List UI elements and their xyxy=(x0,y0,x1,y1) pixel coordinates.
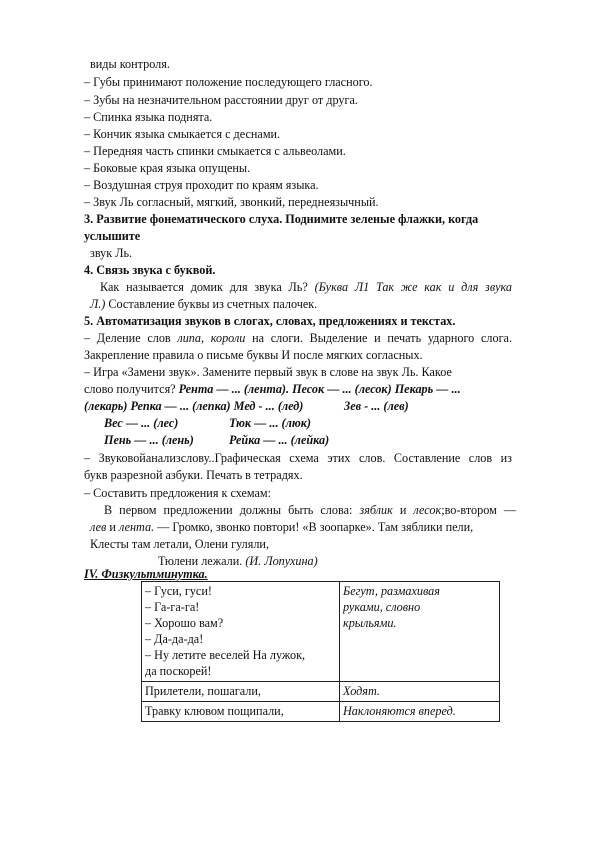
text: на слоги. Выделение и печать ударного слога. xyxy=(252,331,513,345)
cell-line: Бегут, размахивая xyxy=(343,584,440,598)
paragraph-line: – Игра «Замени звук». Замените первый звук в слове на звук Ль. Какое xyxy=(84,365,452,379)
section-title: Развитие фонематического слуха. Поднимите зеленые флажки, когда xyxy=(96,212,479,226)
poem-line xyxy=(158,554,318,568)
paragraph-line: Закрепление правила о письме буквы И после мягких согласных. xyxy=(84,348,423,362)
paragraph-line xyxy=(84,331,512,345)
list-item: – Воздушная струя проходит по краям языка. xyxy=(84,178,319,192)
section-title: Автоматизация звуков в слогах, словах, предложениях и текстах. xyxy=(96,314,456,328)
list-item: – Передняя часть спинки смыкается с альвеолами. xyxy=(84,144,346,158)
list-item: – Губы принимают положение последующего гласного. xyxy=(84,75,373,89)
table-cell-text: Травку клювом пощипали, xyxy=(142,702,340,722)
paragraph-line xyxy=(84,382,461,396)
paragraph-line xyxy=(100,280,512,294)
section-heading-fizkult: IV. Физкультминутка. xyxy=(84,567,208,581)
cell-line: да поскорей! xyxy=(145,664,212,678)
text: В первом предложении должны быть слова: xyxy=(104,503,353,517)
section-title: Связь звука с буквой. xyxy=(96,263,216,277)
section-number: 5. xyxy=(84,314,94,328)
word-pair: Зев - ... (лев) xyxy=(344,399,409,413)
paragraph-line: букв разрезной азбуки. Печать в тетрадях. xyxy=(84,468,303,482)
text: слово получится? xyxy=(84,382,176,396)
paragraph-line: – Звуковойанализслову..Графическая схема этих слов. Составление слов из xyxy=(84,451,512,465)
example-word: лента. xyxy=(118,520,155,534)
exercise-table xyxy=(141,581,500,722)
list-item: – Зубы на незначительном расстоянии друг от друга. xyxy=(84,93,358,107)
word-pair: Тюк — ... (люк) xyxy=(229,416,311,430)
list-item: – Кончик языка смыкается с деснами. xyxy=(84,127,281,141)
cell-line: крыльями. xyxy=(343,616,397,630)
answer-text: Л.) xyxy=(90,297,106,311)
cell-line: руками, словно xyxy=(343,600,421,614)
word-pair: Вес — ... (лес) xyxy=(104,416,179,430)
text: Тюлени лежали. xyxy=(158,554,243,568)
list-item: – Спинка языка поднята. xyxy=(84,110,213,124)
text: – Деление слов xyxy=(84,331,171,345)
paragraph-line: – Составить предложения к схемам: xyxy=(84,486,272,500)
word-pair: (лекарь) Репка — ... (лепка) Мед - ... (лед) xyxy=(84,399,304,413)
paragraph-line xyxy=(90,520,473,534)
table-row xyxy=(142,702,500,722)
poem-line: Клесты там летали, Олени гуляли, xyxy=(90,537,269,551)
section-title-cont: услышите xyxy=(84,229,141,243)
paragraph-line xyxy=(90,297,317,311)
word-pairs: Рента — ... (лента). Песок — ... (лесок) Пекарь — ... xyxy=(178,382,461,396)
text: и xyxy=(109,520,116,534)
table-row xyxy=(142,582,500,682)
answer-text: (Буква Л1 Так же как и для звука xyxy=(314,280,513,294)
word-pairs xyxy=(84,399,303,413)
list-item: – Боковые края языка опущены. xyxy=(84,161,251,175)
section-number: 4. xyxy=(84,263,94,277)
text: — Громко, звонко повтори! «В зоопарке». Там зяблики пели, xyxy=(157,520,474,534)
table-cell-text xyxy=(142,582,340,682)
word-pair: Рейка — ... (лейка) xyxy=(229,433,330,447)
example-word: зяблик xyxy=(359,503,393,517)
cell-line: – Ну летите веселей На лужок, xyxy=(145,648,306,662)
cell-line: – Хорошо вам? xyxy=(145,616,224,630)
text-line: виды контроля. xyxy=(90,57,170,71)
table-cell-text: Прилетели, пошагали, xyxy=(142,682,340,702)
example-words: липа, короли xyxy=(177,331,246,345)
text: ;во-втором — xyxy=(441,503,517,517)
table-cell-action: Ходят. xyxy=(340,682,500,702)
section-heading-5 xyxy=(84,314,455,328)
example-word: лесок xyxy=(413,503,442,517)
list-item: – Звук Ль согласный, мягкий, звонкий, переднеязычный. xyxy=(84,195,379,209)
paragraph-line xyxy=(104,503,516,517)
poem-author: (И. Лопухина) xyxy=(245,554,318,568)
cell-line: – Гуси, гуси! xyxy=(145,584,212,598)
text-line: звук Ль. xyxy=(90,246,133,260)
table-cell-action xyxy=(340,582,500,682)
table-cell-action: Наклоняются вперед. xyxy=(340,702,500,722)
section-number: 3. xyxy=(84,212,94,226)
table-row xyxy=(142,682,500,702)
word-pair: Пень — ... (лень) xyxy=(104,433,194,447)
text: Составление буквы из счетных палочек. xyxy=(108,297,318,311)
example-word: лев xyxy=(90,520,107,534)
cell-line: – Да-да-да! xyxy=(145,632,204,646)
section-heading-4 xyxy=(84,263,215,277)
question-text: Как называется домик для звука Ль? xyxy=(100,280,308,294)
text: и xyxy=(399,503,407,517)
cell-line: – Га-га-га! xyxy=(145,600,200,614)
section-heading-3 xyxy=(84,212,478,226)
